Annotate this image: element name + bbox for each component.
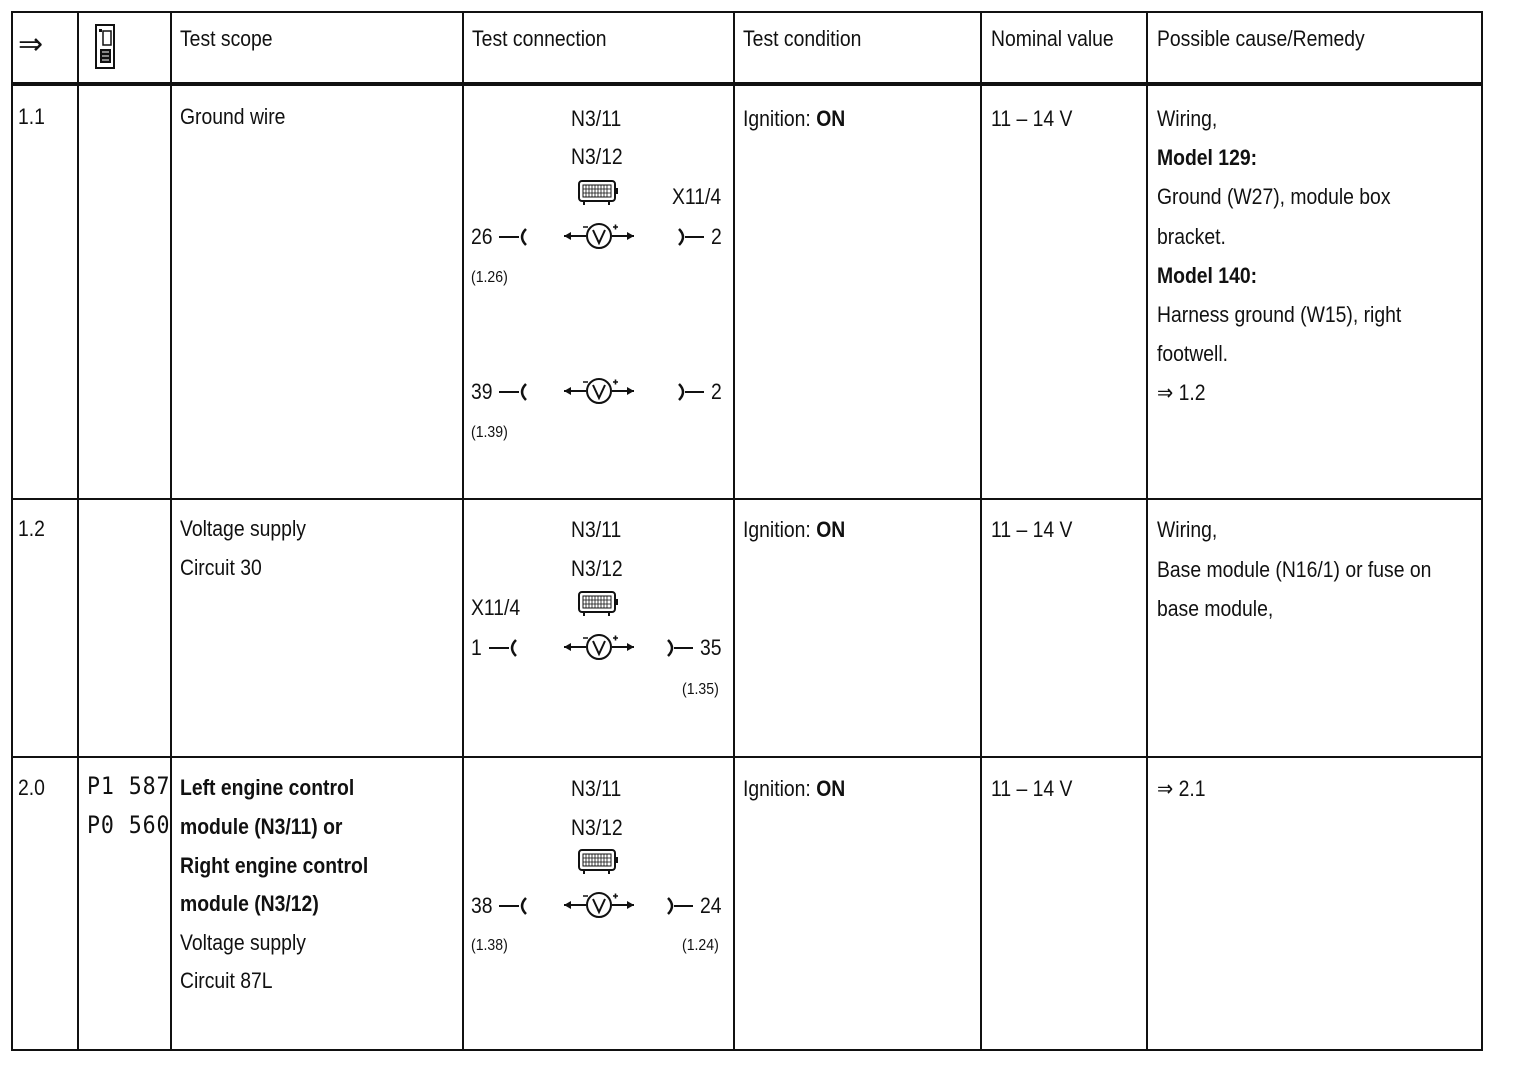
fault-code: P1 587 — [87, 772, 171, 800]
col-divider — [980, 11, 982, 1049]
pin-left: 26 — [471, 224, 493, 249]
tester-device-icon — [94, 24, 116, 70]
cause-line: footwell. — [1157, 341, 1229, 366]
reference-note: (1.38) — [471, 937, 508, 954]
pin-right: 2 — [711, 379, 722, 404]
nominal-value: 11 – 14 V — [991, 517, 1073, 542]
module-label: N3/12 — [571, 556, 623, 581]
connector-label: X11/4 — [471, 595, 521, 620]
test-scope: Ground wire — [180, 104, 286, 129]
voltmeter-icon — [562, 221, 636, 251]
pin-right: 35 — [700, 635, 722, 660]
header-nominal-value: Nominal value — [991, 26, 1114, 51]
test-scope: Voltage supply — [180, 930, 306, 955]
test-scope: Right engine control — [180, 853, 369, 878]
cause-line: Model 129: — [1157, 145, 1258, 170]
reference-note: (1.39) — [471, 424, 508, 441]
col-divider — [170, 11, 172, 1049]
module-label: N3/12 — [571, 144, 623, 169]
module-label: N3/12 — [571, 815, 623, 840]
voltmeter-icon — [562, 632, 636, 662]
socket-left-icon — [487, 637, 519, 661]
cause-line: Base module (N16/1) or fuse on — [1157, 557, 1432, 582]
cause-line: base module, — [1157, 596, 1274, 621]
cause-line: bracket. — [1157, 224, 1226, 249]
socket-left-icon — [497, 895, 529, 919]
connector-label: X11/4 — [672, 184, 722, 209]
socket-right-icon — [665, 637, 695, 661]
voltmeter-icon — [562, 890, 636, 920]
step-number: 1.2 — [18, 516, 45, 541]
row-divider — [11, 756, 1483, 758]
col-divider — [1146, 11, 1148, 1049]
cause-line: Wiring, — [1157, 106, 1218, 131]
fault-code: P0 560 — [87, 811, 171, 839]
header-possible-cause: Possible cause/Remedy — [1157, 26, 1365, 51]
pin-left: 1 — [471, 635, 482, 660]
cause-line: Wiring, — [1157, 517, 1218, 542]
socket-right-icon — [676, 381, 706, 405]
socket-right-icon — [665, 895, 695, 919]
test-condition: Ignition: ON — [743, 517, 846, 542]
test-scope: module (N3/12) — [180, 891, 319, 916]
header-test-connection: Test connection — [472, 26, 607, 51]
test-scope: module (N3/11) or — [180, 814, 343, 839]
test-scope: Circuit 87L — [180, 968, 273, 993]
socket-right-icon — [676, 226, 706, 250]
col-divider — [77, 11, 79, 1049]
cause-line: Harness ground (W15), right — [1157, 302, 1402, 327]
nominal-value: 11 – 14 V — [991, 106, 1073, 131]
voltmeter-icon — [562, 376, 636, 406]
pin-right: 2 — [711, 224, 722, 249]
test-condition: Ignition: ON — [743, 106, 846, 131]
test-scope: Circuit 30 — [180, 555, 262, 580]
socket-left-icon — [497, 226, 529, 250]
col-divider — [462, 11, 464, 1049]
pin-right: 24 — [700, 893, 722, 918]
reference-note: (1.26) — [471, 269, 508, 286]
control-module-icon — [578, 180, 618, 206]
row-divider — [11, 498, 1483, 500]
reference-note: (1.24) — [682, 937, 719, 954]
nominal-value: 11 – 14 V — [991, 776, 1073, 801]
header-test-scope: Test scope — [180, 26, 273, 51]
cause-line: Ground (W27), module box — [1157, 184, 1391, 209]
control-module-icon — [578, 591, 618, 617]
pin-left: 38 — [471, 893, 493, 918]
step-number: 1.1 — [18, 104, 45, 129]
module-label: N3/11 — [571, 106, 622, 131]
reference-note: (1.35) — [682, 681, 719, 698]
socket-left-icon — [497, 381, 529, 405]
arrow-icon: ⇒ — [18, 28, 44, 61]
cause-line: ⇒ 2.1 — [1157, 776, 1206, 801]
test-scope: Left engine control — [180, 775, 355, 800]
cause-line: ⇒ 1.2 — [1157, 380, 1206, 405]
control-module-icon — [578, 849, 618, 875]
module-label: N3/11 — [571, 517, 622, 542]
header-divider — [11, 82, 1483, 86]
pin-left: 39 — [471, 379, 493, 404]
test-scope: Voltage supply — [180, 516, 306, 541]
col-divider — [733, 11, 735, 1049]
header-test-condition: Test condition — [743, 26, 862, 51]
cause-line: Model 140: — [1157, 263, 1258, 288]
step-number: 2.0 — [18, 775, 45, 800]
test-condition: Ignition: ON — [743, 776, 846, 801]
module-label: N3/11 — [571, 776, 622, 801]
